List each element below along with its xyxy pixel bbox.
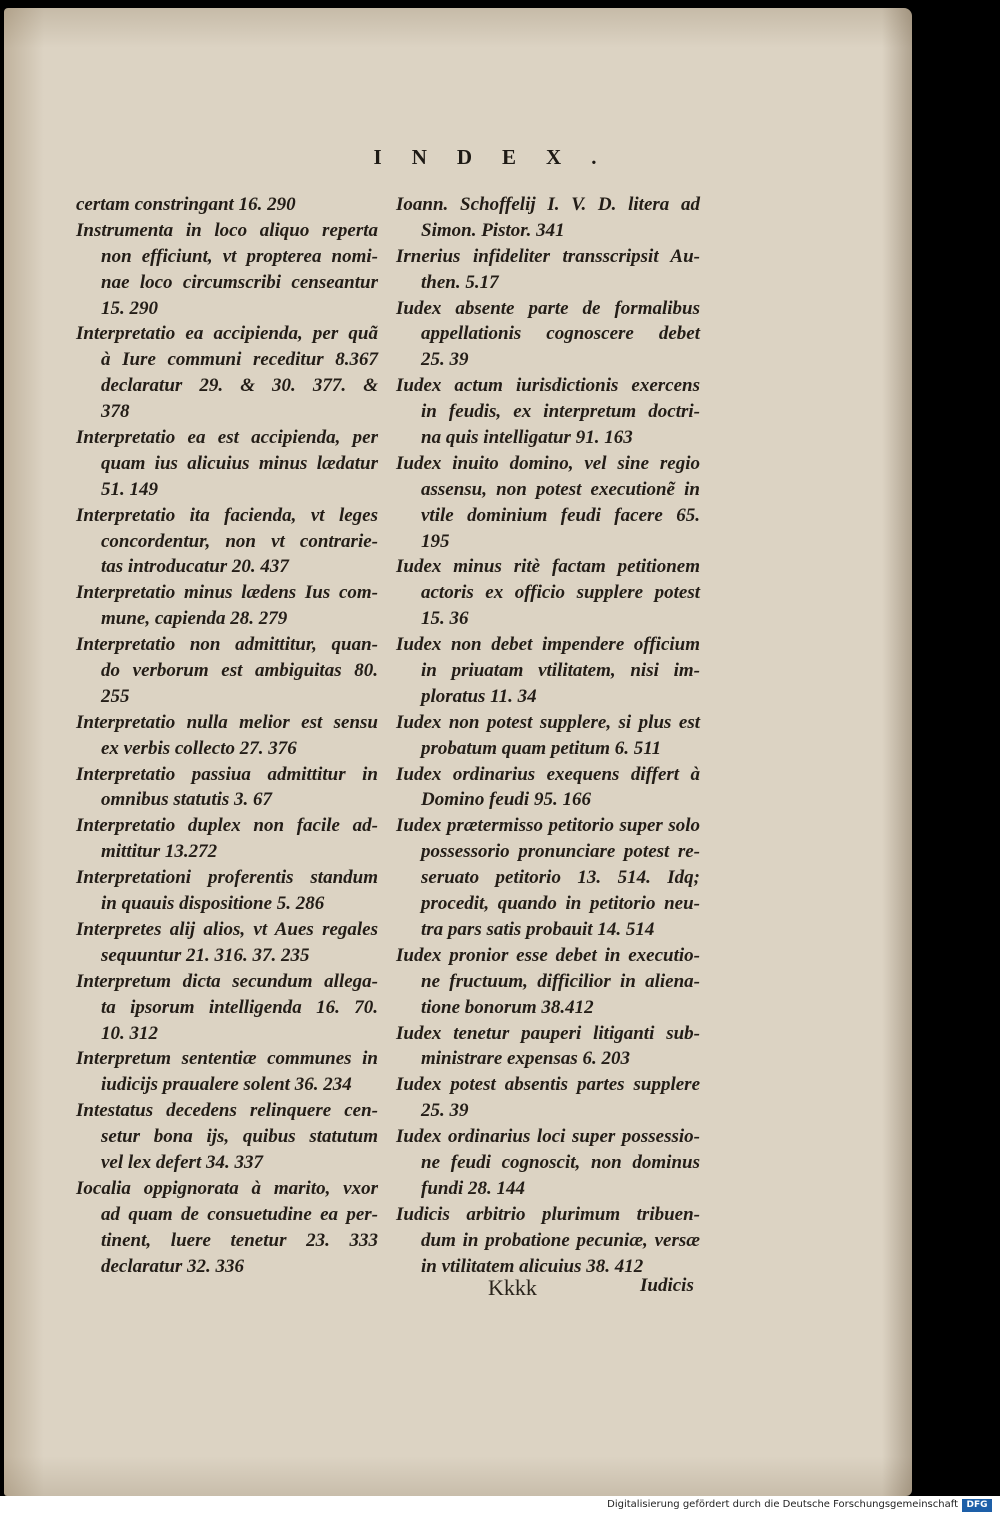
entry-line: non efficiunt, vt propterea nomi- [101,245,378,267]
index-entry [396,244,700,296]
index-entry [396,296,700,374]
entry-line: Intestatus decedens relinquere cen- [76,1100,378,1122]
entry-line: Iudex actum iurisdictionis exercens [396,375,700,397]
entry-line: 10. 312 [101,1022,158,1044]
index-entry [396,1021,700,1073]
entry-line: Iocalia oppignorata à marito, vxor [76,1177,378,1199]
index-entry [76,503,378,581]
entry-line: Interpretes alij alios, vt Aues regales [76,918,378,940]
entry-line: Interpretatio ea accipienda, per quã [76,323,378,345]
index-entry [76,865,378,917]
entry-line: Ioann. Schoffelij I. V. D. litera ad [396,194,700,215]
dfg-logo: DFG [962,1499,992,1512]
entry-line: sequuntur 21. 316. 37. 235 [101,944,310,966]
index-entry [76,1046,378,1098]
entry-line: Iudex minus ritè factam petitionem [396,556,700,578]
entry-line: Iudex potest absentis partes supplere [396,1074,700,1096]
entry-line: nae loco circumscribi censeantur [101,271,378,293]
entry-line: tione bonorum 38.412 [421,996,594,1018]
entry-line: 255 [101,685,130,707]
entry-line: possessorio pronunciare potest re- [421,841,700,863]
entry-line: 378 [101,401,130,423]
entry-line: procedit, quando in petitorio neu- [421,893,700,915]
index-entry [396,554,700,632]
entry-line: declaratur 32. 336 [101,1255,245,1277]
entry-line: à Iure communi receditur 8.367 [101,349,378,371]
entry-line: Iudex tenetur pauperi litiganti sub- [396,1022,700,1044]
entry-line: setur bona ijs, quibus statutum [101,1126,378,1148]
index-entry [76,917,378,969]
index-entry [76,218,378,322]
entry-line: certam constringant 16. 290 [76,194,296,215]
index-entry [76,762,378,814]
index-entry [76,1098,378,1176]
entry-line: in quauis dispositione 5. 286 [101,893,325,915]
catchword: Iudicis [640,1275,694,1296]
index-column-left [76,192,378,1279]
entry-line: in feudis, ex interpretum doctri- [421,401,700,423]
entry-line: appellationis cognoscere debet [421,323,700,345]
entry-line: tinent, luere tenetur 23. 333 [101,1229,378,1251]
entry-line: Interpretatio duplex non facile ad- [76,815,378,837]
index-column-right [396,192,700,1279]
entry-line: fundi 28. 144 [421,1177,525,1199]
entry-line: Interpretatio non admittitur, quan- [76,634,378,656]
entry-line: in vtilitatem alicuius 38. 412 [421,1255,644,1277]
entry-line: 25. 39 [421,349,469,371]
entry-line: Interpretum sententiæ communes in [76,1048,378,1070]
entry-line: declaratur 29. & 30. 377. & [101,375,378,397]
entry-line: 51. 149 [101,478,158,500]
entry-line: iudicijs praualere solent 36. 234 [101,1074,352,1096]
entry-line: ta ipsorum intelligenda 16. 70. [101,996,378,1018]
entry-line: seruato petitorio 13. 514. Idq; [421,867,700,889]
entry-line: omnibus statutis 3. 67 [101,789,273,811]
index-entry [76,969,378,1047]
entry-line: Iudex prætermisso petitorio super solo [396,815,700,837]
index-entry [76,192,378,218]
entry-line: Interpretatio nulla melior est sensu [76,711,378,733]
entry-line: Interpretatio ita facienda, vt leges [76,504,378,526]
entry-line: 15. 290 [101,297,158,319]
index-entry [396,192,700,244]
page-header: INDEX. [373,145,627,169]
entry-line: 15. 36 [421,608,469,630]
index-entry [396,632,700,710]
entry-line: Interpretationi proferentis standum [76,867,378,889]
index-entry [76,321,378,425]
index-entry [396,1072,700,1124]
entry-line: Interpretatio ea est accipienda, per [76,427,378,449]
entry-line: mune, capienda 28. 279 [101,608,288,630]
entry-line: tra pars satis probauit 14. 514 [421,918,655,940]
entry-line: Iudex non potest supplere, si plus est [396,711,700,733]
entry-line: in priuatam vtilitatem, nisi im- [421,660,700,682]
entry-line: Interpretatio minus lædens Ius com- [76,582,378,604]
entry-line: Iudex non debet impendere officium [396,634,700,656]
entry-line: Iudex ordinarius exequens differt à [396,763,700,785]
entry-line: quam ius alicuius minus lædatur [101,452,378,474]
index-entry [76,813,378,865]
index-entry [396,1202,700,1280]
entry-line: ploratus 11. 34 [421,685,537,707]
entry-line: Iudex absente parte de formalibus [396,297,700,319]
entry-line: ad quam de consuetudine ea per- [101,1203,378,1225]
entry-line: Instrumenta in loco aliquo reperta [76,219,378,241]
entry-line: ex verbis collecto 27. 376 [101,737,297,759]
index-entry [396,943,700,1021]
index-entry [76,632,378,710]
index-entry [76,1176,378,1280]
index-entry [396,1124,700,1202]
entry-line: concordentur, non vt contrarie- [101,530,378,552]
entry-line: ne feudi cognoscit, non dominus [421,1151,700,1173]
entry-line: assensu, non potest executionẽ in [421,478,700,500]
index-entry [396,813,700,942]
entry-line: mittitur 13.272 [101,841,218,863]
entry-line: Iudex inuito domino, vel sine regio [396,452,700,474]
entry-line: ne fructuum, difficilior in aliena- [421,970,700,992]
entry-line: Interpretatio passiua admittitur in [76,763,378,785]
funding-note: Digitalisierung gefördert durch die Deutsche Forschungsgemeinschaft [607,1499,958,1510]
entry-line: Interpretum dicta secundum allega- [76,970,378,992]
entry-line: ministrare expensas 6. 203 [421,1048,631,1070]
entry-line: Iudicis arbitrio plurimum tribuen- [396,1203,700,1225]
entry-line: Iudex ordinarius loci super possessio- [396,1126,700,1148]
entry-line: 25. 39 [421,1100,469,1122]
index-entry [76,710,378,762]
entry-line: dum in probatione pecuniæ, versæ [421,1229,700,1251]
entry-line: 195 [421,530,450,552]
entry-line: tas introducatur 20. 437 [101,556,289,578]
entry-line: Simon. Pistor. 341 [421,219,565,241]
signature-mark: Kkkk [488,1275,537,1300]
entry-line: Irnerius infideliter transscripsit Au- [396,245,700,267]
entry-line: actoris ex officio supplere potest [421,582,700,604]
entry-line: na quis intelligatur 91. 163 [421,427,633,449]
entry-line: vtile dominium feudi facere 65. [421,504,700,526]
index-entry [396,710,700,762]
footer-bar [0,1496,1000,1516]
entry-line: then. 5.17 [421,271,499,293]
index-entry [76,580,378,632]
entry-line: Domino feudi 95. 166 [421,789,591,811]
index-entry [396,451,700,555]
entry-line: probatum quam petitum 6. 511 [421,737,662,759]
index-entry [76,425,378,503]
entry-line: vel lex defert 34. 337 [101,1151,263,1173]
index-entry [396,762,700,814]
entry-line: do verborum est ambiguitas 80. [101,660,378,682]
entry-line: Iudex pronior esse debet in executio- [396,944,700,966]
index-entry [396,373,700,451]
